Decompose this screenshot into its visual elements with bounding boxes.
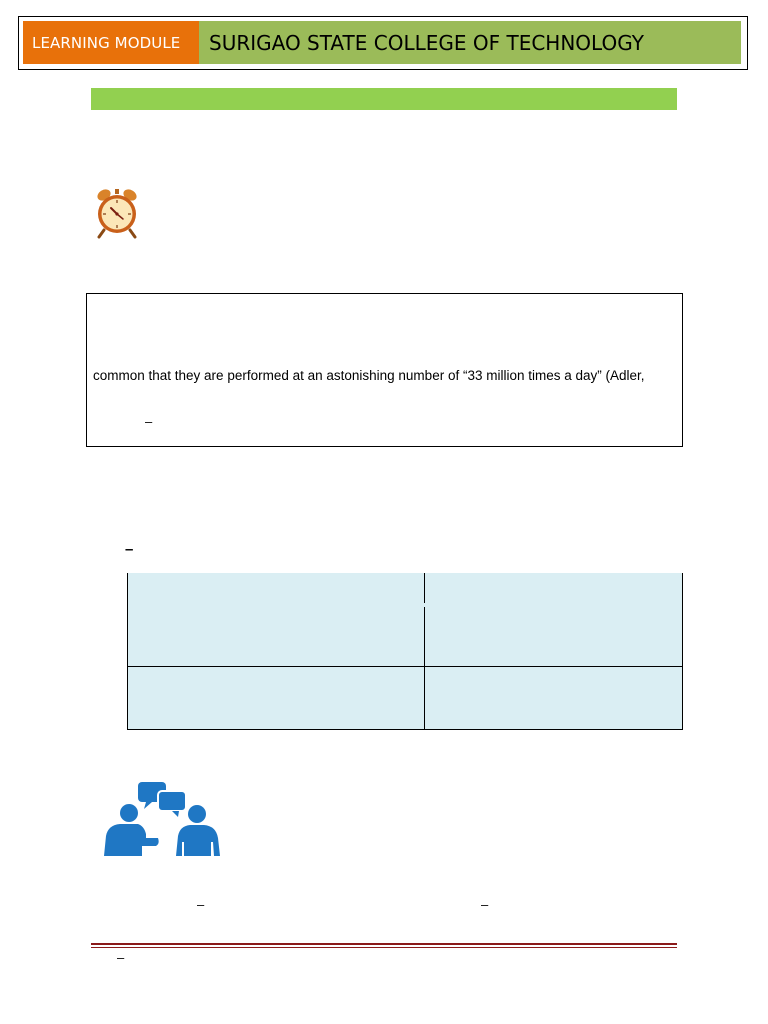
module-label: LEARNING MODULE	[23, 21, 199, 64]
bottom-dash-right: –	[481, 897, 489, 912]
table-row-divider	[128, 666, 682, 667]
header-banner	[23, 21, 741, 64]
module-header	[18, 16, 748, 70]
footer-dash: –	[117, 950, 125, 965]
quote-box	[86, 293, 683, 447]
footer-rule	[91, 943, 677, 949]
footer-rule-thick	[91, 943, 677, 945]
people-discussion-icon	[102, 780, 222, 858]
quote-dash: –	[145, 414, 153, 429]
table-column-divider	[424, 573, 425, 729]
quote-text: common that they are performed at an astonishing number of “33 million times a day” (Adler,	[93, 368, 645, 383]
footer-rule-thin	[91, 947, 677, 948]
alarm-clock-icon	[92, 186, 142, 240]
info-table	[127, 573, 683, 730]
table-divider-gap	[423, 603, 426, 607]
college-title: SURIGAO STATE COLLEGE OF TECHNOLOGY	[199, 21, 741, 64]
section-dash: –	[125, 541, 134, 558]
bottom-dash-left: –	[197, 897, 205, 912]
section-title-bar	[91, 88, 677, 110]
